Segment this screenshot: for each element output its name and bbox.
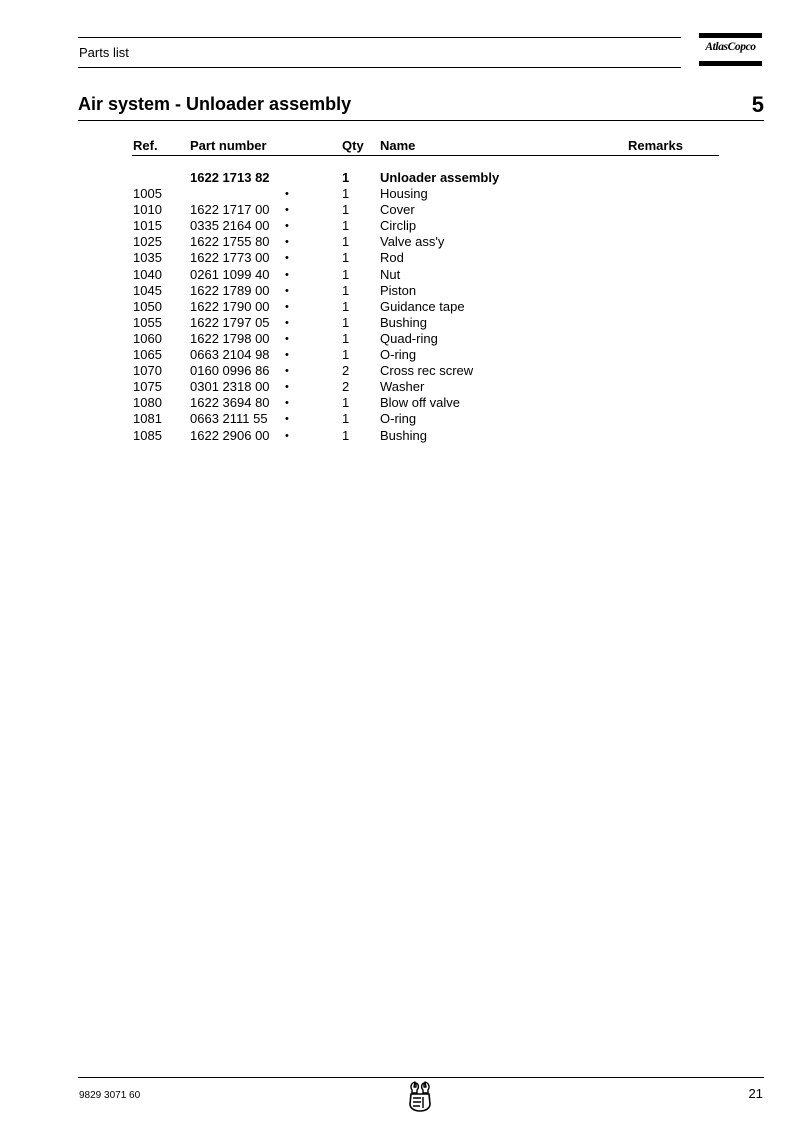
qty-cell: 1 (342, 314, 350, 330)
table-row (0, 315, 800, 331)
part-number-cell: 1622 1790 00 (190, 298, 270, 314)
name-cell: Circlip (380, 218, 417, 234)
bullet-cell: • (285, 284, 289, 297)
table-row (0, 411, 800, 427)
name-cell: Housing (380, 186, 428, 202)
qty-cell: 2 (342, 363, 350, 379)
part-number-cell: 0663 2104 98 (190, 347, 270, 363)
table-row (0, 202, 800, 218)
ref-cell: 1070 (133, 363, 162, 379)
ref-cell: 1081 (133, 411, 162, 427)
bullet-cell: • (285, 413, 289, 426)
qty-cell: 1 (342, 282, 350, 298)
name-cell: Blow off valve (380, 395, 460, 411)
name-cell: Cover (380, 202, 415, 218)
qty-cell: 1 (342, 170, 350, 185)
logo-bottom-bar (699, 61, 762, 66)
part-number-cell: 1622 3694 80 (190, 395, 270, 411)
bullet-cell: • (285, 349, 289, 362)
qty-cell: 1 (342, 347, 350, 363)
ref-cell: 1080 (133, 395, 162, 411)
ref-cell: 1015 (133, 218, 162, 234)
name-cell: Piston (380, 282, 417, 298)
qty-cell: 1 (342, 411, 350, 427)
bullet-cell: • (285, 204, 289, 217)
part-number-cell: 0301 2318 00 (190, 379, 270, 395)
ref-cell: 1045 (133, 282, 162, 298)
header-bottom-rule (78, 67, 681, 68)
bullet-cell: • (285, 429, 289, 442)
name-cell: O-ring (380, 411, 417, 427)
table-row (0, 347, 800, 363)
ref-cell: 1050 (133, 298, 162, 314)
header-section-label: Parts list (79, 45, 129, 60)
part-number-cell: 1622 1789 00 (190, 282, 270, 298)
ref-cell: 1025 (133, 234, 162, 250)
ref-cell: 1055 (133, 314, 162, 330)
table-row (0, 218, 800, 234)
bullet-cell: • (285, 188, 289, 201)
name-cell: Rod (380, 250, 404, 266)
footer-page-number: 21 (748, 1086, 763, 1101)
table-row (0, 363, 800, 379)
bullet-cell: • (285, 252, 289, 265)
part-number-cell: 0261 1099 40 (190, 266, 270, 282)
table-row (0, 331, 800, 347)
qty-cell: 2 (342, 379, 350, 395)
bullet-cell: • (285, 381, 289, 394)
part-number-cell: 1622 2906 00 (190, 427, 270, 443)
table-row (0, 428, 800, 444)
footer-doc-number: 9829 3071 60 (79, 1090, 141, 1101)
col-header-qty: Qty (342, 138, 364, 153)
qty-cell: 1 (342, 427, 350, 443)
part-number-cell: 0663 2111 55 (190, 411, 268, 427)
name-cell: Washer (380, 379, 425, 395)
ref-cell: 1060 (133, 330, 162, 346)
footer-rule (78, 1077, 764, 1078)
table-row (0, 395, 800, 411)
ref-cell: 1005 (133, 186, 162, 202)
table-row (0, 379, 800, 395)
bullet-cell: • (285, 316, 289, 329)
part-number-cell: 1622 1755 80 (190, 234, 270, 250)
section-rule (78, 120, 764, 121)
ref-cell: 1040 (133, 266, 162, 282)
table-row (0, 299, 800, 315)
bullet-cell: • (285, 397, 289, 410)
col-header-remarks: Remarks (628, 138, 683, 153)
name-cell: Quad-ring (380, 330, 438, 346)
name-cell: Nut (380, 266, 401, 282)
table-row (0, 170, 800, 186)
table-row (0, 250, 800, 266)
qty-cell: 1 (342, 266, 350, 282)
parts-table-body (0, 170, 800, 444)
table-row (0, 234, 800, 250)
ref-cell: 1075 (133, 379, 162, 395)
part-number-cell: 0160 0996 86 (190, 363, 270, 379)
bullet-cell: • (285, 220, 289, 233)
col-header-name: Name (380, 138, 416, 153)
part-number-cell: 1622 1713 82 (190, 170, 270, 185)
qty-cell: 1 (342, 186, 350, 202)
logo-brand-text: AtlasCopco (705, 41, 756, 53)
part-number-cell: 1622 1773 00 (190, 250, 270, 266)
bullet-cell: • (285, 332, 289, 345)
header-top-rule (78, 37, 681, 38)
ref-cell: 1010 (133, 202, 162, 218)
qty-cell: 1 (342, 234, 350, 250)
qty-cell: 1 (342, 330, 350, 346)
bullet-cell: • (285, 300, 289, 313)
qty-cell: 1 (342, 250, 350, 266)
name-cell: Bushing (380, 314, 427, 330)
part-number-cell: 1622 1798 00 (190, 330, 270, 346)
section-title: Air system - Unloader assembly (78, 94, 352, 114)
name-cell: O-ring (380, 347, 417, 363)
qty-cell: 1 (342, 298, 350, 314)
section-number: 5 (751, 92, 764, 117)
table-header-rule (132, 155, 719, 156)
logo-top-bar (699, 33, 762, 38)
col-header-part-number: Part number (190, 138, 267, 153)
qty-cell: 1 (342, 395, 350, 411)
bullet-cell: • (285, 365, 289, 378)
table-row (0, 283, 800, 299)
table-row (0, 267, 800, 283)
bullet-cell: • (285, 236, 289, 249)
name-cell: Bushing (380, 427, 427, 443)
atlas-copco-logo (699, 33, 762, 66)
qty-cell: 1 (342, 218, 350, 234)
name-cell: Guidance tape (380, 298, 465, 314)
name-cell: Valve ass'y (380, 234, 445, 250)
name-cell: Cross rec screw (380, 363, 474, 379)
ref-cell: 1065 (133, 347, 162, 363)
part-number-cell: 1622 1717 00 (190, 202, 270, 218)
table-row (0, 186, 800, 202)
wrench-hand-icon (407, 1080, 433, 1112)
part-number-cell: 0335 2164 00 (190, 218, 270, 234)
ref-cell: 1035 (133, 250, 162, 266)
col-header-ref: Ref. (133, 138, 158, 153)
bullet-cell: • (285, 268, 289, 281)
name-cell: Unloader assembly (380, 170, 500, 185)
ref-cell: 1085 (133, 427, 162, 443)
part-number-cell: 1622 1797 05 (190, 314, 270, 330)
qty-cell: 1 (342, 202, 350, 218)
